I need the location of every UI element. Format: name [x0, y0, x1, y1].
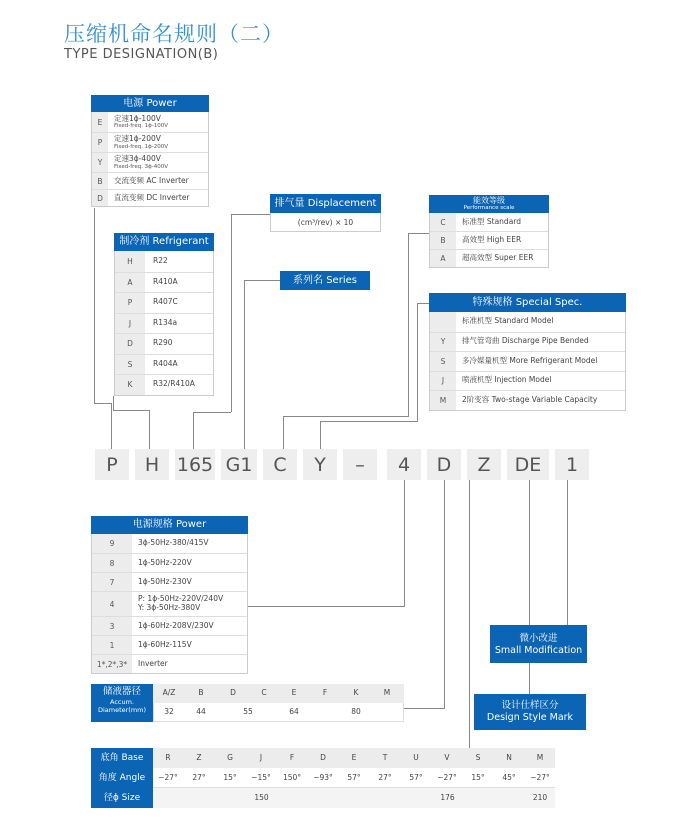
accum-value: 80: [351, 707, 361, 716]
size-value: 150: [254, 793, 269, 802]
base-code: M: [536, 753, 544, 762]
series-label: 系列名 Series: [280, 271, 370, 290]
angle-value: 27°: [378, 773, 392, 782]
accum-code: F: [322, 688, 328, 697]
size-label: 径ϕ Size: [91, 788, 153, 808]
refrigerant-header: 制冷剂 Refrigerant: [114, 233, 214, 251]
accum-value: 64: [289, 707, 299, 716]
performance-header: 能效等级 Performance scale: [429, 195, 549, 213]
accum-code: C: [261, 688, 267, 697]
special-desc: 标准机型 Standard Model: [462, 316, 554, 326]
power-spec-code: 4: [92, 592, 132, 616]
power-code: D: [92, 190, 108, 206]
power-code: P: [92, 133, 108, 152]
power-desc: 交流变频 AC Inverter: [114, 175, 189, 185]
power-spec-code: 9: [92, 534, 132, 553]
performance-code: C: [430, 213, 456, 231]
performance-table: [429, 195, 549, 268]
base-table: [91, 748, 555, 808]
refrigerant-name: R404A: [153, 358, 178, 368]
refrigerant-name: R410A: [153, 276, 178, 286]
page-title: 压缩机命名规则（二）: [64, 22, 284, 46]
displacement-header: 排气量 Displacement: [270, 194, 381, 213]
power-spec-code: 1*,2*,3*: [92, 655, 132, 673]
base-label: 底角 Base: [91, 748, 153, 768]
code-char: DE: [507, 449, 549, 480]
code-char: Y: [303, 449, 337, 480]
power-code: E: [92, 112, 108, 132]
accum-code: B: [198, 688, 204, 697]
refrigerant-code: S: [115, 355, 145, 375]
performance-desc: 超高效型 Super EER: [462, 253, 534, 263]
special-header: 特殊规格 Special Spec.: [429, 293, 626, 312]
angle-value: 57°: [409, 773, 423, 782]
special-desc: 2阶变容 Two-stage Variable Capacity: [462, 394, 598, 404]
code-char: –: [343, 449, 377, 480]
power-desc: 定速1ϕ-100V Fixed-freq. 1ϕ-100V: [114, 113, 169, 130]
refrigerant-code: J: [115, 314, 145, 334]
power-spec-desc: 1ϕ-60Hz-115V: [138, 639, 192, 649]
code-char: P: [95, 449, 129, 480]
base-code: R: [165, 753, 171, 762]
power-spec-code: 1: [92, 636, 132, 654]
refrigerant-name: R32/R410A: [153, 379, 195, 389]
power-header: 电源 Power: [91, 95, 209, 112]
accum-code: K: [353, 688, 359, 697]
small-modification-label: 微小改进 Small Modification: [490, 625, 587, 663]
angle-value: −27°: [437, 773, 457, 782]
accum-value: 44: [196, 707, 206, 716]
power-spec-header: 电源规格 Power: [91, 516, 248, 534]
power-spec-desc: 1ϕ-60Hz-208V/230V: [138, 620, 214, 630]
design-style-label: 设计仕样区分 Design Style Mark: [474, 694, 586, 730]
code-char: 4: [387, 449, 421, 480]
angle-value: 15°: [223, 773, 237, 782]
base-code: J: [259, 753, 263, 762]
power-code: B: [92, 173, 108, 189]
code-char: D: [427, 449, 461, 480]
refrigerant-code: H: [115, 251, 145, 272]
power-spec-code: 3: [92, 617, 132, 635]
displacement-box: [270, 194, 381, 232]
accum-value: 55: [243, 707, 253, 716]
accum-code: D: [230, 688, 236, 697]
accum-label: 储液器径 Accum. Diameter(mm): [91, 684, 153, 722]
base-code: F: [289, 753, 295, 762]
power-spec-code: 7: [92, 573, 132, 591]
refrigerant-table: [114, 233, 214, 396]
power-spec-desc: P: 1ϕ-50Hz-220V/240V Y: 3ϕ-50Hz-380V: [138, 594, 224, 612]
power-code: Y: [92, 153, 108, 172]
special-code: S: [430, 352, 456, 371]
base-code: Z: [196, 753, 202, 762]
base-code: N: [506, 753, 512, 762]
refrigerant-name: R407C: [153, 297, 178, 307]
angle-value: −27°: [530, 773, 550, 782]
power-desc: 定速3ϕ-400V Fixed-freq. 3ϕ-400V: [114, 154, 169, 170]
special-desc: 排气管弯曲 Discharge Pipe Bended: [462, 336, 589, 346]
code-char: 1: [555, 449, 589, 480]
special-code: [430, 312, 456, 332]
power-rows: [91, 112, 209, 207]
base-code: V: [444, 753, 450, 762]
displacement-value: (cm³/rev) × 10: [270, 213, 381, 232]
angle-value: −27°: [158, 773, 178, 782]
size-value: 210: [532, 793, 548, 802]
base-code: E: [351, 753, 357, 762]
power-spec-table: [91, 516, 248, 674]
angle-value: 150°: [282, 773, 302, 782]
power-spec-code: 8: [92, 554, 132, 572]
refrigerant-code: A: [115, 273, 145, 293]
refrigerant-code: D: [115, 334, 145, 354]
base-code: S: [475, 753, 481, 762]
power-table: [91, 95, 209, 207]
accum-code: E: [291, 688, 297, 697]
refrigerant-name: R22: [153, 255, 168, 265]
angle-value: 45°: [502, 773, 516, 782]
power-desc: 定速1ϕ-200V Fixed-freq. 1ϕ-200V: [114, 134, 169, 150]
angle-label: 角度 Angle: [91, 768, 153, 788]
base-code: G: [227, 753, 233, 762]
angle-value: −15°: [251, 773, 271, 782]
performance-code: B: [430, 232, 456, 249]
refrigerant-code: K: [115, 375, 145, 395]
base-code: D: [320, 753, 326, 762]
refrigerant-name: R134a: [153, 317, 178, 327]
angle-value: −93°: [313, 773, 333, 782]
refrigerant-code: P: [115, 293, 145, 313]
special-desc: 喷液机型 Injection Model: [462, 375, 552, 385]
performance-code: A: [430, 250, 456, 267]
performance-desc: 标准型 Standard: [462, 216, 522, 226]
special-table: [429, 293, 626, 411]
accum-code: A/Z: [162, 688, 176, 697]
power-spec-desc: 1ϕ-50Hz-220V: [138, 557, 192, 567]
power-spec-desc: 3ϕ-50Hz-380/415V: [138, 538, 209, 548]
angle-value: 27°: [192, 773, 206, 782]
accum-value: 32: [164, 707, 174, 716]
special-desc: 多冷媒量机型 More Refrigerant Model: [462, 355, 598, 365]
page-subtitle: TYPE DESIGNATION(B): [64, 47, 219, 62]
performance-desc: 高效型 High EER: [462, 235, 522, 245]
special-code: J: [430, 372, 456, 391]
base-code: U: [413, 753, 419, 762]
accum-table: [91, 684, 404, 722]
size-value: 176: [440, 793, 455, 802]
code-char: G1: [221, 449, 257, 480]
angle-value: 15°: [471, 773, 485, 782]
special-code: M: [430, 391, 456, 410]
accum-code: M: [383, 688, 391, 697]
power-desc: 直流变频 DC Inverter: [114, 192, 190, 202]
power-spec-desc: Inverter: [138, 658, 168, 668]
power-spec-desc: 1ϕ-50Hz-230V: [138, 576, 192, 586]
code-char: H: [135, 449, 169, 480]
refrigerant-name: R290: [153, 338, 173, 348]
special-code: Y: [430, 333, 456, 352]
base-code: T: [382, 753, 388, 762]
code-char: Z: [467, 449, 501, 480]
angle-value: 57°: [347, 773, 361, 782]
code-char: C: [263, 449, 297, 480]
code-char: 165: [175, 449, 215, 480]
